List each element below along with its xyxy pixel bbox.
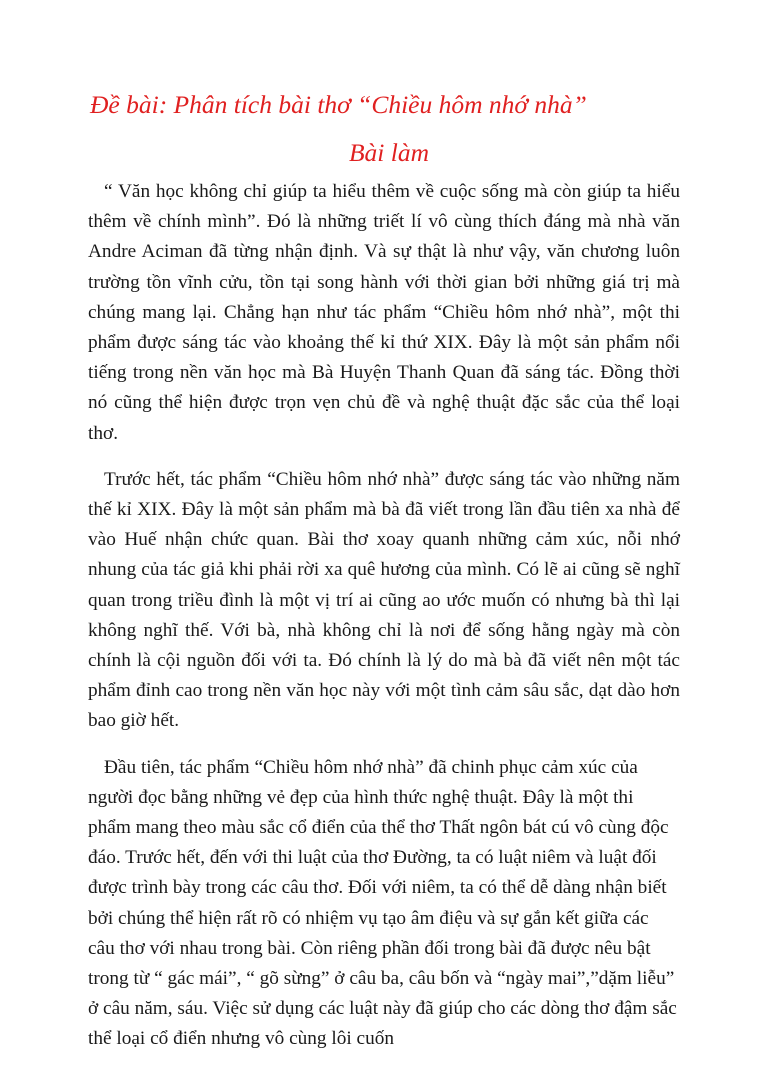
essay-subtitle: Bài làm xyxy=(348,138,430,167)
paragraph-intro: “ Văn học không chỉ giúp ta hiểu thêm về cuộc sống mà còn giúp ta hiểu thêm về chính mình”. Đó là những triết lí vô cùng thích đáng mà nhà văn Andre Aciman đã từng nhận định. Và sự thật là như vậy, văn chương luôn trường tồn vĩnh cửu, tồn tại song hành với thời gian bởi những giá trị mà chúng mang lại. Chẳng hạn như tác phẩm “Chiều hôm nhớ nhà”, một thi phẩm được sáng tác vào khoảng thế kỉ thứ XIX. Đây là một sản phẩm nổi tiếng trong nền văn học mà Bà Huyện Thanh Quan đã sáng tác. Đồng thời nó cũng thể hiện được trọn vẹn chủ đề và nghệ thuật đặc sắc của thể loại thơ. xyxy=(88,181,680,444)
paragraph-context: Trước hết, tác phẩm “Chiều hôm nhớ nhà” được sáng tác vào những năm thế kỉ XIX. Đây là một sản phẩm mà bà đã viết trong lần đầu tiên xa nhà để vào Huế nhận chức quan. Bài thơ xoay quanh những cảm xúc, nỗi nhớ nhung của tác giả khi phải rời xa quê hương của mình. Có lẽ ai cũng sẽ nghĩ quan trong triều đình là một vị trí ai cũng ao ước muốn có nhưng bà thì lại không nghĩ thế. Với bà, nhà không chỉ là nơi để sống hằng ngày mà còn chính là cội nguồn đối với ta. Đó chính là lý do mà bà đã viết nên một tác phẩm đỉnh cao trong nền văn học này với một tình cảm sâu sắc, dạt dào hơn bao giờ hết. xyxy=(88,468,680,732)
paragraph-form-analysis: Đầu tiên, tác phẩm “Chiều hôm nhớ nhà” đã chinh phục cảm xúc của người đọc bằng những vẻ đẹp của hình thức nghệ thuật. Đây là một thi phẩm mang theo màu sắc cổ điển của thể thơ Thất ngôn bát cú vô cùng độc đáo. Trước hết, đến với thi luật của thơ Đường, ta có luật niêm và luật đối được trình bày trong các câu thơ. Đối với niêm, ta có thể dễ dàng nhận biết bởi chúng thể hiện rất rõ có nhiệm vụ tạo âm điệu và sự gắn kết giữa các câu thơ với nhau trong bài. Còn riêng phần đối trong bài đã được nêu bật trong từ “ gác mái”, “ gõ sừng” ở câu ba, câu bốn và “ngày mai”,”dặm liễu” ở câu năm, sáu. Việc sử dụng các luật này đã giúp cho các dòng thơ đậm sắc thể loại cổ điển nhưng vô cùng lôi cuốn xyxy=(88,756,677,1050)
essay-body xyxy=(88,177,680,1071)
essay-prompt-title: Đề bài: Phân tích bài thơ “Chiều hôm nhớ nhà” xyxy=(90,90,587,119)
